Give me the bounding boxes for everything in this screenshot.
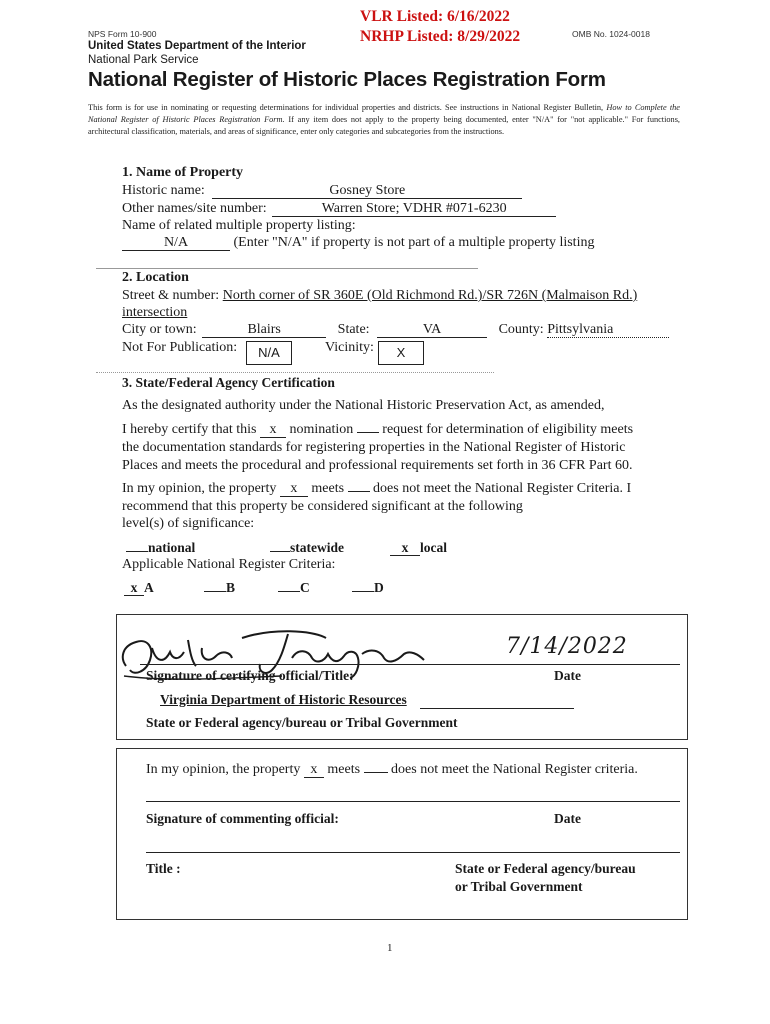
city-value[interactable]: Blairs: [202, 322, 326, 338]
multiple-listing-note: (Enter "N/A" if property is not part of a multiple property listing: [233, 235, 595, 250]
opinion-line2: recommend that this property be considered significant at the following: [122, 499, 523, 514]
opinion-pre: In my opinion, the property: [122, 481, 277, 496]
nrhp-listed-stamp: NRHP Listed: 8/29/2022: [360, 28, 521, 45]
street-row: [122, 288, 637, 304]
criterion-checkmark[interactable]: [278, 591, 300, 592]
multiple-listing-label: Name of related multiple property listing:: [122, 218, 356, 233]
commenting-opinion-row: [146, 762, 638, 778]
historic-name-label: Historic name:: [122, 183, 205, 198]
signature-date-handwritten: 7/14/2022: [506, 634, 628, 659]
multiple-listing-row: [122, 235, 594, 251]
request-checkmark[interactable]: [357, 432, 379, 433]
other-names-label: Other names/site number:: [122, 201, 267, 216]
commenting-signature-label: Signature of commenting official:: [146, 811, 339, 826]
historic-name-row: [122, 183, 522, 199]
commenting-meets-checkmark[interactable]: x: [304, 762, 324, 778]
service-name: National Park Service: [88, 54, 199, 66]
street-value[interactable]: North corner of SR 360E (Old Richmond Rd.)/SR 726N (Malmaison Rd.): [222, 288, 638, 303]
nomination-checkmark[interactable]: x: [260, 422, 286, 438]
commenting-not-checkmark[interactable]: [364, 772, 388, 773]
vlr-listed-stamp: VLR Listed: 6/16/2022: [360, 8, 510, 25]
criterion-letter: C: [300, 580, 310, 595]
certify-line3: Places and meets the procedural and professional requirements set forth in 36 CFR Part 60.: [122, 458, 633, 473]
section3-heading: 3. State/Federal Agency Certification: [122, 375, 335, 390]
commenting-agency-label-line1: State or Federal agency/bureau: [455, 861, 636, 876]
street-label: Street & number:: [122, 288, 220, 303]
local-label: local: [420, 540, 447, 555]
form-number: NPS Form 10-900: [88, 29, 157, 39]
certify-request: request for determination of eligibility meets: [382, 422, 634, 437]
state-value[interactable]: VA: [377, 322, 487, 338]
omb-number: OMB No. 1024-0018: [572, 29, 650, 39]
commenting-agency-label-line2: or Tribal Government: [455, 879, 583, 894]
commenting-title-line: [146, 852, 680, 853]
intro-instructions: [88, 102, 680, 138]
criterion-c: [278, 580, 310, 596]
opinion-not: does not meet the National Register Criteria. I: [373, 481, 632, 496]
commenting-meets: meets: [327, 762, 361, 777]
not-for-publication-box[interactable]: N/A: [246, 341, 292, 365]
section-divider: [96, 372, 494, 373]
intro-bulletin-title: How to Complete the National Register of Historic Places Registration Form.: [88, 103, 680, 124]
signature-line: [140, 664, 680, 665]
level-local: [390, 540, 447, 556]
city-label: City or town:: [122, 322, 197, 337]
commenting-opinion-pre: In my opinion, the property: [146, 762, 301, 777]
agency-underline: [420, 708, 574, 709]
certifying-date-label: Date: [554, 668, 581, 683]
certifying-signature-label: Signature of certifying official/Title:: [146, 668, 354, 683]
certify-line1: [122, 422, 633, 438]
agency-value[interactable]: Virginia Department of Historic Resources: [160, 692, 407, 707]
opinion-meets: meets: [311, 481, 345, 496]
street-value-line2[interactable]: intersection: [122, 305, 188, 320]
intro-part1: This form is for use in nominating or requesting determinations for individual properties and districts. See instructions in National Register Bulletin,: [88, 103, 607, 112]
commenting-not-meet: does not meet the National Register criteria.: [391, 762, 638, 777]
intro-part2: If any item does not apply to the property being documented, enter "N/A" for "not applicable." For functions, architectural classification, materials, and areas of significance, enter only categories and subcategories from the instructions.: [88, 115, 681, 136]
criterion-d: [352, 580, 384, 596]
county-value[interactable]: Pittsylvania: [547, 322, 669, 338]
statewide-label: statewide: [290, 540, 344, 555]
criterion-letter: A: [144, 580, 154, 595]
other-names-row: [122, 201, 556, 217]
county-label: County:: [498, 322, 544, 337]
certify-nomination: nomination: [289, 422, 354, 437]
level-statewide: [270, 540, 344, 556]
page-number: 1: [387, 942, 393, 954]
opinion-line1: [122, 481, 631, 497]
criterion-a: [124, 580, 154, 596]
commenting-title-label: Title :: [146, 861, 181, 876]
section2-heading: 2. Location: [122, 270, 189, 285]
meets-checkmark[interactable]: x: [280, 481, 308, 497]
authority-text: As the designated authority under the National Historic Preservation Act, as amended,: [122, 398, 605, 413]
department-name: United States Department of the Interior: [88, 40, 306, 52]
agency-label: State or Federal agency/bureau or Tribal Government: [146, 715, 458, 730]
criteria-label: Applicable National Register Criteria:: [122, 557, 336, 572]
not-meet-checkmark[interactable]: [348, 491, 370, 492]
level-national: [126, 540, 195, 556]
multiple-listing-value[interactable]: N/A: [122, 235, 230, 251]
criterion-b: [204, 580, 235, 596]
city-row: [122, 322, 669, 338]
certify-pre: I hereby certify that this: [122, 422, 257, 437]
certify-line2: the documentation standards for registering properties in the National Register of Historic: [122, 440, 626, 455]
other-names-value[interactable]: Warren Store; VDHR #071-6230: [272, 201, 556, 217]
opinion-line3: level(s) of significance:: [122, 516, 255, 531]
criterion-checkmark[interactable]: [352, 591, 374, 592]
historic-name-value[interactable]: Gosney Store: [212, 183, 522, 199]
national-label: national: [148, 540, 196, 555]
section-divider: [96, 268, 478, 269]
criterion-letter: B: [226, 580, 236, 595]
section1-heading: 1. Name of Property: [122, 165, 244, 180]
state-label: State:: [337, 322, 370, 337]
nfp-label: Not For Publication:: [122, 340, 238, 355]
form-title: National Register of Historic Places Registration Form: [88, 68, 606, 91]
criterion-letter: D: [374, 580, 384, 595]
vicinity-box[interactable]: X: [378, 341, 424, 365]
criterion-checkmark[interactable]: [204, 591, 226, 592]
commenting-signature-line: [146, 801, 680, 802]
commenting-date-label: Date: [554, 811, 581, 826]
criterion-checkmark[interactable]: x: [124, 580, 144, 596]
vicinity-label: Vicinity:: [325, 340, 374, 355]
statewide-checkmark[interactable]: [270, 551, 290, 552]
local-checkmark[interactable]: x: [390, 540, 420, 556]
national-checkmark[interactable]: [126, 551, 148, 552]
